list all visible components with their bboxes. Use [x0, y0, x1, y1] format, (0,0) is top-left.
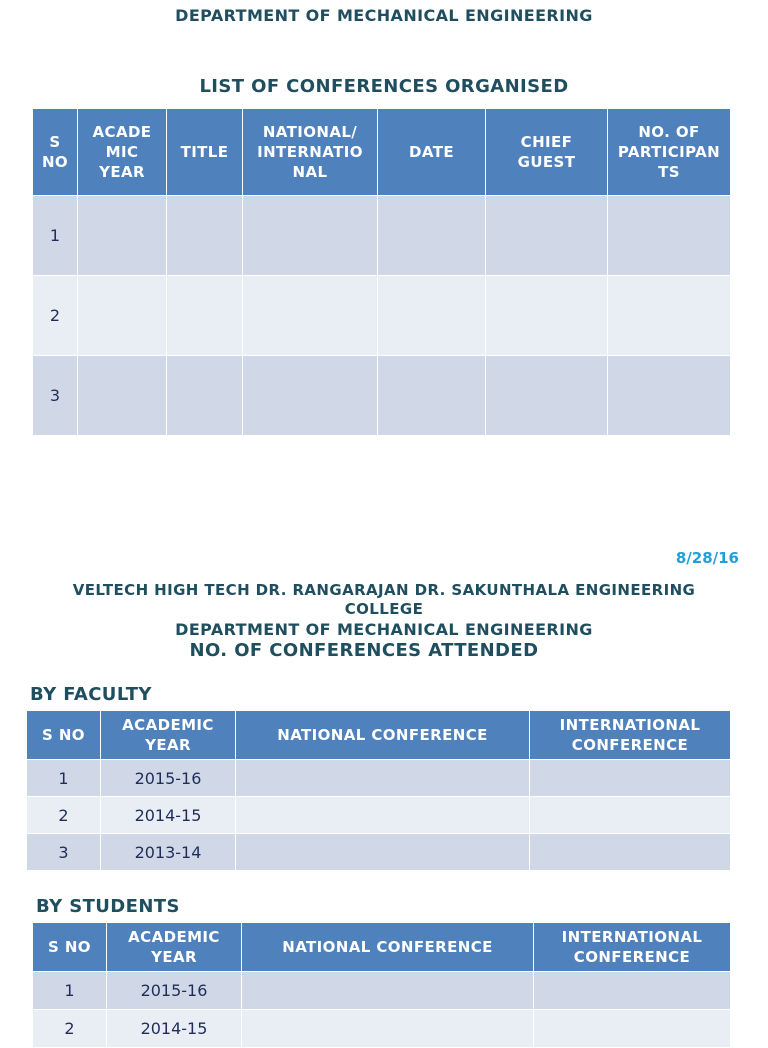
table-row — [27, 834, 731, 871]
cell-sno: 1 — [33, 196, 78, 276]
cell-sno: 2 — [33, 1010, 107, 1048]
college-name-line2: COLLEGE — [344, 600, 424, 618]
by-faculty-label: BY FACULTY — [30, 684, 152, 705]
cell-international-conference — [530, 834, 731, 871]
header-academic-year: ACADEMIC YEAR — [107, 923, 242, 972]
cell-international-conference — [530, 797, 731, 834]
cell-academic-year: 2015-16 — [107, 972, 242, 1010]
cell-national-conference — [236, 760, 530, 797]
header-sno: S NO — [33, 923, 107, 972]
cell-national-conference — [236, 834, 530, 871]
header-international-conference: INTERNATIONAL CONFERENCE — [534, 923, 731, 972]
department-heading: DEPARTMENT OF MECHANICAL ENGINEERING — [175, 6, 593, 25]
header-national-international: NATIONAL/ INTERNATIO NAL — [243, 109, 378, 196]
cell-sno: 2 — [27, 797, 101, 834]
cell-chief-guest — [486, 356, 608, 436]
cell-academic-year — [78, 196, 167, 276]
cell-national-international — [243, 276, 378, 356]
cell-academic-year: 2015-16 — [101, 760, 236, 797]
cell-title — [167, 276, 243, 356]
cell-title — [167, 196, 243, 276]
table-header-row — [33, 923, 731, 972]
date-stamp: 8/28/16 — [675, 549, 739, 567]
table-row — [33, 276, 731, 356]
header-sno: S NO — [33, 109, 78, 196]
by-students-label: BY STUDENTS — [36, 896, 180, 917]
cell-national-conference — [242, 1010, 534, 1048]
cell-sno: 1 — [27, 760, 101, 797]
cell-national-international — [243, 196, 378, 276]
cell-participants — [608, 356, 731, 436]
table-row — [33, 196, 731, 276]
header-participants: NO. OF PARTICIPAN TS — [608, 109, 731, 196]
cell-academic-year — [78, 356, 167, 436]
header-national-conference: NATIONAL CONFERENCE — [242, 923, 534, 972]
department-heading-2: DEPARTMENT OF MECHANICAL ENGINEERING — [175, 620, 593, 639]
cell-participants — [608, 196, 731, 276]
cell-national-conference — [242, 972, 534, 1010]
header-sno: S NO — [27, 711, 101, 760]
cell-participants — [608, 276, 731, 356]
table-row — [33, 1010, 731, 1048]
cell-international-conference — [534, 1010, 731, 1048]
table-row — [27, 797, 731, 834]
cell-academic-year: 2014-15 — [101, 797, 236, 834]
cell-chief-guest — [486, 196, 608, 276]
table-header-row — [27, 711, 731, 760]
header-date: DATE — [378, 109, 486, 196]
cell-national-international — [243, 356, 378, 436]
table-row — [27, 760, 731, 797]
header-title: TITLE — [167, 109, 243, 196]
header-chief-guest: CHIEF GUEST — [486, 109, 608, 196]
header-academic-year: ACADE MIC YEAR — [78, 109, 167, 196]
cell-chief-guest — [486, 276, 608, 356]
conferences-organised-title: LIST OF CONFERENCES ORGANISED — [199, 76, 569, 97]
students-table — [32, 922, 731, 1048]
cell-national-conference — [236, 797, 530, 834]
cell-date — [378, 196, 486, 276]
table-header-row — [33, 109, 731, 196]
cell-date — [378, 276, 486, 356]
cell-sno: 3 — [33, 356, 78, 436]
cell-title — [167, 356, 243, 436]
cell-academic-year: 2013-14 — [101, 834, 236, 871]
cell-academic-year: 2014-15 — [107, 1010, 242, 1048]
header-international-conference: INTERNATIONAL CONFERENCE — [530, 711, 731, 760]
cell-sno: 3 — [27, 834, 101, 871]
table-row — [33, 356, 731, 436]
cell-international-conference — [530, 760, 731, 797]
header-national-conference: NATIONAL CONFERENCE — [236, 711, 530, 760]
cell-international-conference — [534, 972, 731, 1010]
conferences-organised-table — [32, 108, 731, 436]
conferences-attended-title: NO. OF CONFERENCES ATTENDED — [189, 640, 539, 661]
header-academic-year: ACADEMIC YEAR — [101, 711, 236, 760]
cell-sno: 2 — [33, 276, 78, 356]
cell-sno: 1 — [33, 972, 107, 1010]
college-name-line1: VELTECH HIGH TECH DR. RANGARAJAN DR. SAKUNTHALA ENGINEERING — [72, 581, 696, 599]
faculty-table — [26, 710, 731, 871]
table-row — [33, 972, 731, 1010]
cell-date — [378, 356, 486, 436]
cell-academic-year — [78, 276, 167, 356]
